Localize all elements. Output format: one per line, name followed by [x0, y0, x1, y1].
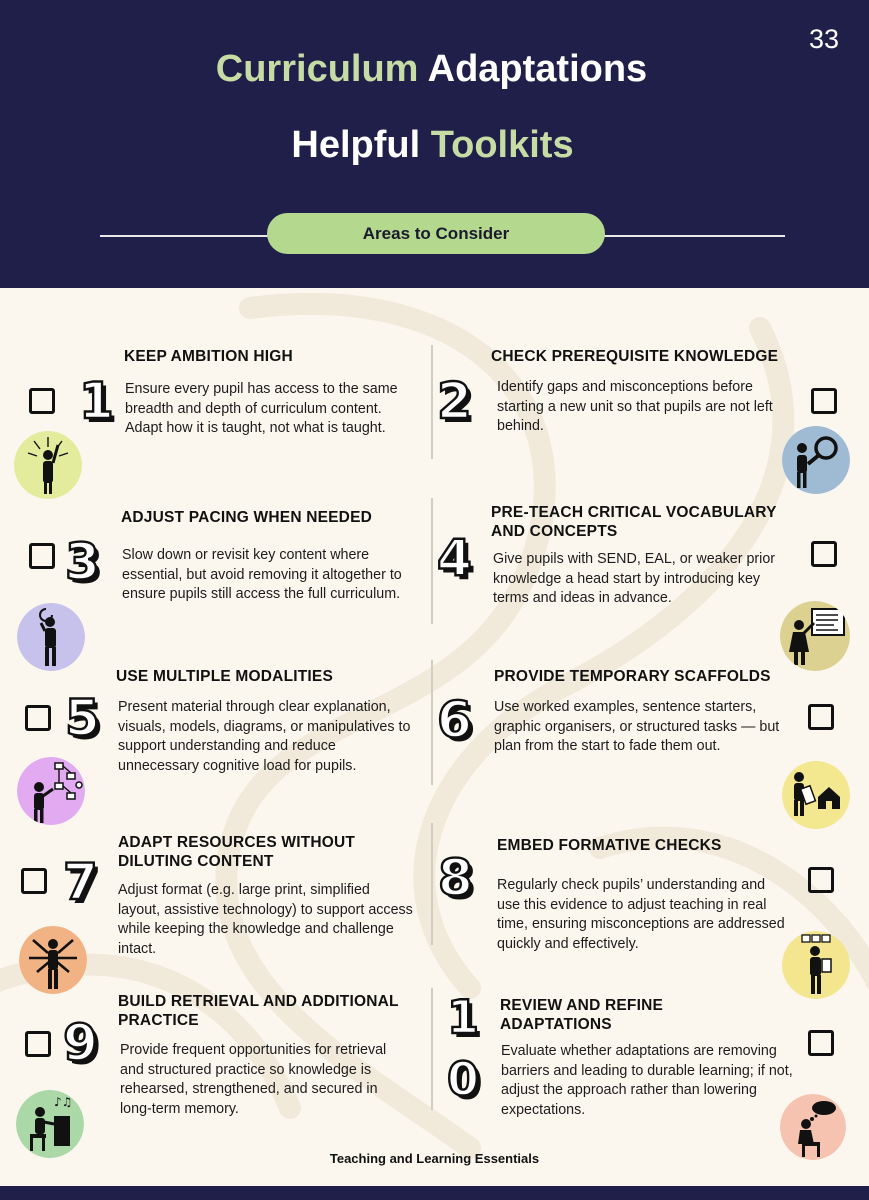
item-number: 5 — [65, 689, 100, 747]
item-title: REVIEW AND REFINE ADAPTATIONS — [500, 997, 664, 1033]
section-rule-left — [100, 235, 268, 237]
footer-label: Teaching and Learning Essentials — [329, 1151, 540, 1166]
magnifying-glass-person-icon — [782, 426, 850, 494]
checkbox[interactable] — [29, 543, 55, 569]
item-title: EMBED FORMATIVE CHECKS — [497, 837, 722, 854]
checkbox[interactable] — [808, 867, 834, 893]
item-title: ADJUST PACING WHEN NEEDED — [121, 509, 373, 526]
item-title: KEEP AMBITION HIGH — [124, 348, 293, 365]
item-body: Evaluate whether adaptations are removing barriers and leading to durable learning; if not, adjust the approach rather than lowering expectations. — [501, 1043, 793, 1118]
item-number: 8 — [438, 849, 473, 907]
checkbox[interactable] — [811, 388, 837, 414]
item-number: 6 — [437, 691, 472, 749]
checkbox[interactable] — [811, 541, 837, 567]
page-number: 33 — [808, 24, 839, 54]
item-body: Identify gaps and misconceptions before starting a new unit so that pupils are not left behind. — [497, 379, 773, 435]
item-number: 3 — [65, 533, 100, 591]
bottom-bar — [0, 1186, 869, 1200]
item-title: USE MULTIPLE MODALITIES — [116, 668, 334, 685]
aspiring-person-icon — [14, 431, 82, 499]
section-rule-right — [604, 235, 785, 237]
checklist-person-icon — [782, 931, 850, 999]
item-body: Provide frequent opportunities for retrieval and structured practice so knowledge is rehearsed, strengthened, and secured in long-term memory. — [120, 1042, 387, 1117]
title-rest-1: Adaptations — [418, 48, 648, 90]
checkbox[interactable] — [808, 1030, 834, 1056]
checkbox[interactable] — [25, 1031, 51, 1057]
section-label-pill: Areas to Consider — [267, 213, 605, 254]
multitool-person-icon — [19, 926, 87, 994]
item-number: 9 — [63, 1014, 98, 1072]
checkbox[interactable] — [29, 388, 55, 414]
item-number: 1 — [79, 372, 114, 430]
item-number: 2 — [437, 372, 472, 430]
item-number: 10 — [446, 990, 479, 1106]
item-number: 4 — [437, 529, 472, 587]
svg-text:♪♫: ♪♫ — [54, 1095, 73, 1109]
piano-player-icon — [16, 1090, 84, 1158]
flowchart-person-icon — [17, 757, 85, 825]
item-body: Regularly check pupils’ understanding and use this evidence to adjust teaching in real time, ensuring misconceptions are addressed quickly and effectively. — [497, 877, 785, 952]
item-title: ADAPT RESOURCES WITHOUT DILUTING CONTENT — [118, 834, 356, 870]
checkbox[interactable] — [808, 704, 834, 730]
item-body: Slow down or revisit key content where essential, but avoid removing it altogether to ensure pupils still access the full curriculum. — [122, 547, 402, 603]
teacher-board-icon — [780, 601, 850, 671]
column-divider-4 — [431, 823, 433, 945]
checkbox[interactable] — [25, 705, 51, 731]
column-divider-3 — [431, 660, 433, 785]
checkbox[interactable] — [21, 868, 47, 894]
column-divider-1 — [431, 345, 433, 459]
item-body: Present material through clear explanation, visuals, models, diagrams, or manipulatives to support understanding and reduce unnecessary cognitive load for pupils. — [118, 699, 411, 774]
item-number: 7 — [63, 853, 98, 911]
title-line-1 — [0, 48, 866, 91]
thinking-person-icon — [17, 603, 85, 671]
item-title: PRE-TEACH CRITICAL VOCABULARY AND CONCEPTS — [491, 504, 777, 540]
column-divider-2 — [431, 498, 433, 624]
title-highlight-1: Curriculum — [215, 48, 419, 90]
item-body: Adjust format (e.g. large print, simplified layout, assistive technology) to support access while keeping the knowledge and challenge intact. — [118, 882, 413, 957]
item-title: BUILD RETRIEVAL AND ADDITIONAL PRACTICE — [118, 993, 399, 1029]
page-header — [0, 0, 869, 288]
title-highlight-2: Toolkits — [430, 124, 574, 166]
item-body: Ensure every pupil has access to the same breadth and depth of curriculum content. Adapt how it is taught, not what is taught. — [125, 381, 398, 437]
builder-house-icon — [782, 761, 850, 829]
icon-circle-bg — [782, 761, 850, 829]
column-divider-5 — [431, 988, 433, 1110]
item-body: Use worked examples, sentence starters, graphic organisers, or structured tasks — but plan from the start to fade them out. — [494, 699, 780, 755]
item-body: Give pupils with SEND, EAL, or weaker prior knowledge a head start by introducing key terms and ideas in advance. — [493, 551, 776, 607]
item-title: PROVIDE TEMPORARY SCAFFOLDS — [494, 668, 771, 685]
item-title: CHECK PREREQUISITE KNOWLEDGE — [491, 348, 779, 365]
title-rest-2: Helpful — [291, 124, 431, 166]
title-line-2 — [0, 124, 867, 167]
